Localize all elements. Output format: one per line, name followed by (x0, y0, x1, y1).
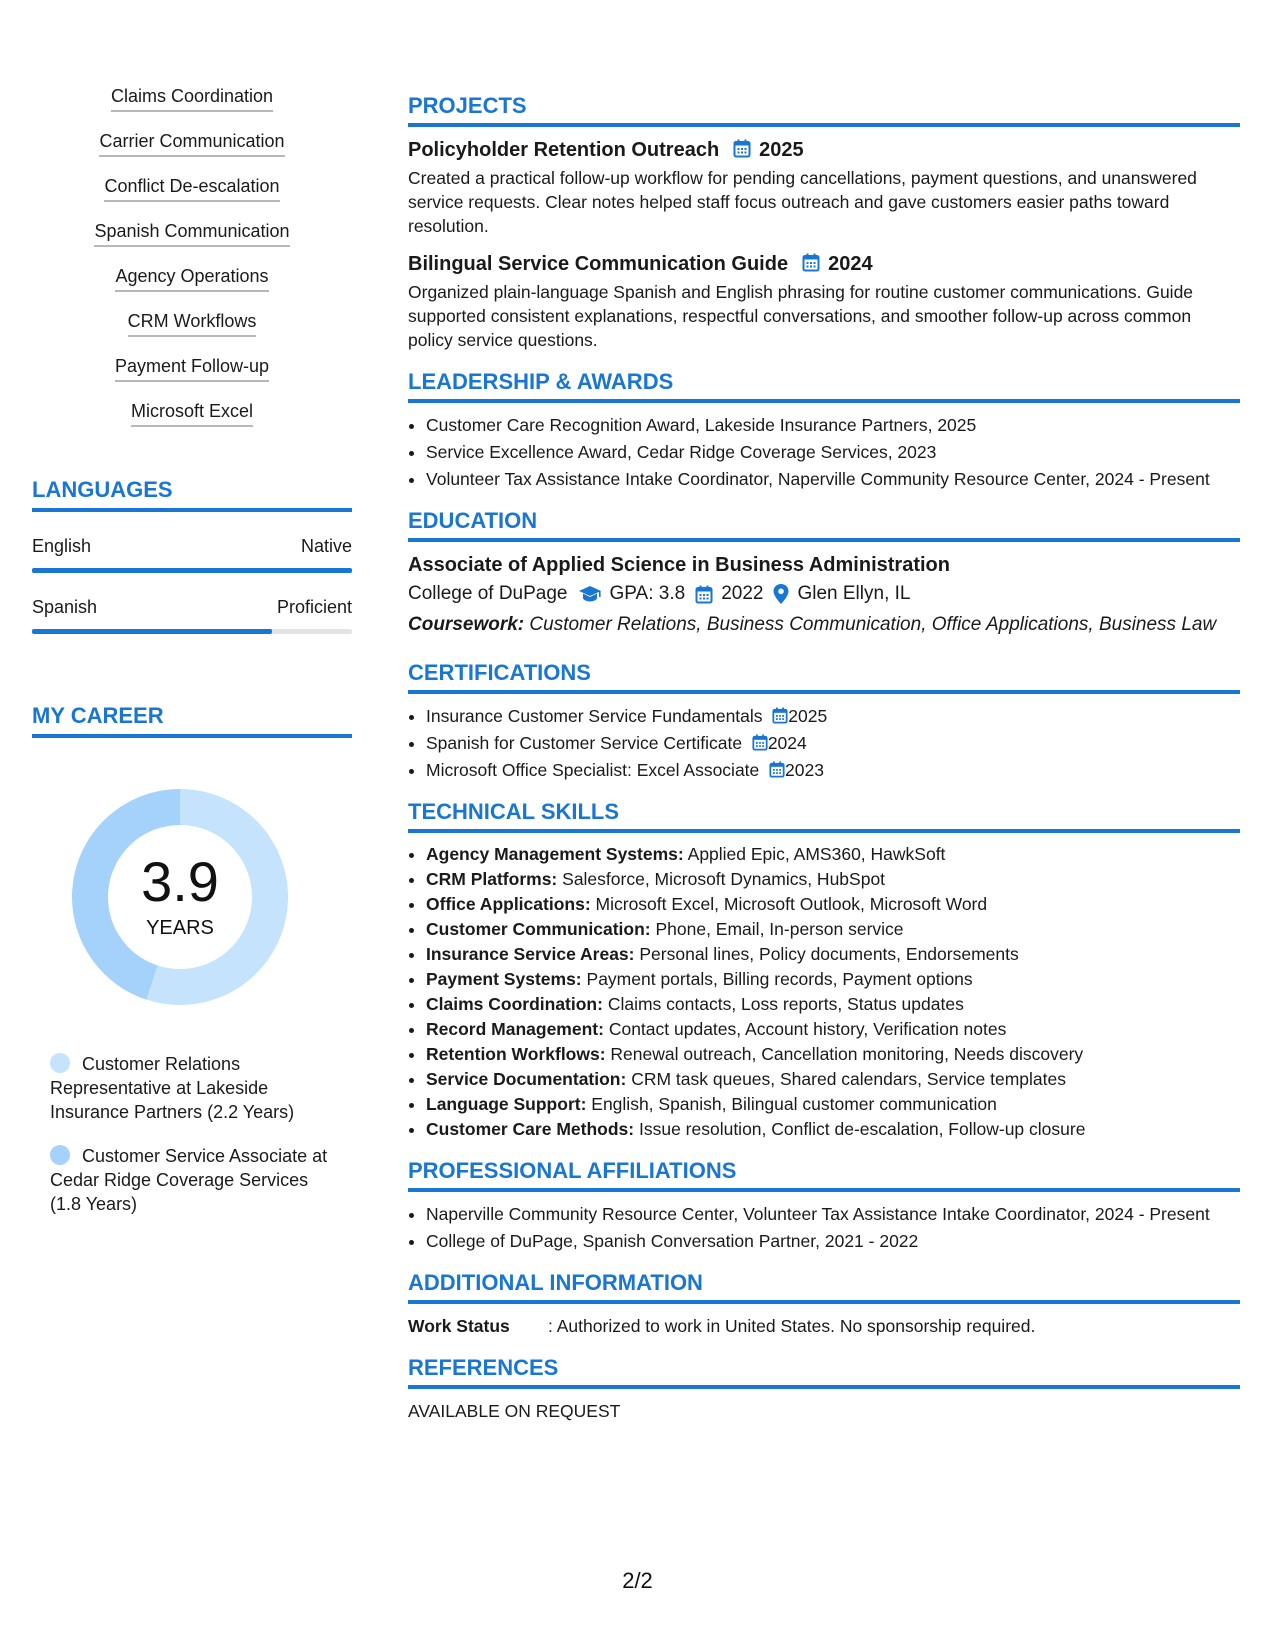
language-item (32, 534, 352, 573)
project-description: Organized plain-language Spanish and English phrasing for routine customer communications. Guide supported consistent explanations, respectful conversations, and smoother follow-up across common policy service questions. (408, 282, 1194, 350)
degree-title: Associate of Applied Science in Business Administration (408, 554, 950, 576)
certification-item (426, 731, 1240, 755)
work-status-value: : Authorized to work in United States. No sponsorship required. (548, 1316, 1036, 1336)
calendar-icon (772, 706, 788, 726)
list-item: • College of DuPage, Spanish Conversation Partner, 2021 - 2022 (426, 1229, 1240, 1253)
list-item (426, 1018, 1240, 1041)
skill-tag: Claims Coordination (111, 84, 273, 112)
education-section (408, 507, 1240, 637)
skill-values: Salesforce, Microsoft Dynamics, HubSpot (562, 869, 886, 889)
project-item (408, 137, 1240, 238)
calendar-icon (695, 585, 713, 604)
career-total-unit: YEARS (146, 917, 214, 939)
references-section (408, 1354, 1240, 1423)
certifications-heading: CERTIFICATIONS (408, 659, 1240, 694)
list-item (426, 1093, 1240, 1116)
leadership-heading: LEADERSHIP & AWARDS (408, 368, 1240, 403)
page-number: 2/2 (622, 1568, 653, 1593)
affiliations-section (408, 1157, 1240, 1253)
list-item: • Customer Care Recognition Award, Lakeside Insurance Partners, 2025 (426, 413, 1240, 437)
affiliations-list (408, 1202, 1240, 1253)
skill-values: Claims contacts, Loss reports, Status updates (607, 994, 964, 1014)
skill-tag: Microsoft Excel (131, 399, 253, 427)
skill-category: Office Applications: (426, 894, 591, 914)
additional-info-section (408, 1269, 1240, 1338)
calendar-icon (752, 733, 768, 753)
calendar-icon (733, 137, 751, 163)
skill-values: English, Spanish, Bilingual customer communication (591, 1094, 997, 1114)
education-heading: EDUCATION (408, 507, 1240, 542)
school-location: Glen Ellyn, IL (797, 583, 911, 604)
language-bar (32, 568, 352, 573)
skill-category: Claims Coordination: (426, 994, 603, 1014)
work-status-row (408, 1314, 1240, 1338)
certification-name: Spanish for Customer Service Certificate (426, 733, 743, 753)
skill-values: Microsoft Excel, Microsoft Outlook, Microsoft Word (595, 894, 988, 914)
affiliations-heading: PROFESSIONAL AFFILIATIONS (408, 1157, 1240, 1192)
skill-values: Applied Epic, AMS360, HawkSoft (687, 844, 946, 864)
skill-values: Contact updates, Account history, Verification notes (608, 1019, 1007, 1039)
career-donut (65, 782, 295, 1012)
skill-category: Customer Communication: (426, 919, 651, 939)
language-bar-fill (32, 568, 352, 573)
certification-item (426, 704, 1240, 728)
list-item (426, 918, 1240, 941)
language-level: Native (300, 536, 352, 556)
project-title: Bilingual Service Communication Guide (408, 253, 789, 275)
leadership-list (408, 413, 1240, 491)
gpa: GPA: 3.8 (609, 583, 686, 604)
career-section (32, 702, 352, 1216)
legend-label: Customer Service Associate at Cedar Ridge Coverage Services (1.8 Years) (50, 1146, 328, 1214)
project-year: 2025 (759, 139, 804, 161)
legend-dot-icon (50, 1145, 70, 1165)
list-item: • Service Excellence Award, Cedar Ridge Coverage Services, 2023 (426, 440, 1240, 464)
list-item (426, 843, 1240, 866)
skill-values: Personal lines, Policy documents, Endorsements (639, 944, 1019, 964)
projects-heading: PROJECTS (408, 92, 1240, 127)
skill-category: Customer Care Methods: (426, 1119, 635, 1139)
left-column (32, 84, 352, 1236)
list-item (426, 943, 1240, 966)
legend-label: Customer Relations Representative at Lakeside Insurance Partners (2.2 Years) (50, 1054, 295, 1122)
skill-category: Retention Workflows: (426, 1044, 606, 1064)
language-bar-fill (32, 629, 272, 634)
certification-item (426, 758, 1240, 782)
career-total-years: 3.9 (141, 850, 219, 913)
list-item (426, 968, 1240, 991)
certification-name: Microsoft Office Specialist: Excel Associate (426, 760, 760, 780)
skill-values: Issue resolution, Conflict de-escalation, Follow-up closure (638, 1119, 1086, 1139)
career-legend (50, 1052, 330, 1216)
graduation-cap-icon (578, 585, 602, 603)
certification-year: 2023 (785, 760, 824, 780)
list-item (426, 1043, 1240, 1066)
languages-heading: LANGUAGES (32, 476, 352, 512)
certifications-section (408, 659, 1240, 782)
skill-tag: Spanish Communication (94, 219, 289, 247)
technical-skills-list (408, 843, 1240, 1141)
skill-category: Language Support: (426, 1094, 587, 1114)
skill-tag: CRM Workflows (128, 309, 257, 337)
project-description: Created a practical follow-up workflow for pending cancellations, payment questions, and unanswered service requests. Clear notes helped staff focus outreach and gave customers easier paths toward resolution. (408, 168, 1197, 236)
skill-tag: Carrier Communication (99, 129, 284, 157)
skill-values: Phone, Email, In-person service (655, 919, 904, 939)
certifications-list (408, 704, 1240, 782)
skill-tag: Conflict De-escalation (104, 174, 279, 202)
coursework-list: Customer Relations, Business Communication, Office Applications, Business Law (529, 614, 1217, 635)
skill-category: Payment Systems: (426, 969, 582, 989)
list-item (426, 893, 1240, 916)
list-item (426, 1068, 1240, 1091)
technical-skills-section (408, 798, 1240, 1141)
project-title: Policyholder Retention Outreach (408, 139, 720, 161)
list-item: • Volunteer Tax Assistance Intake Coordinator, Naperville Community Resource Center, 2024 - Present (426, 467, 1240, 491)
list-item (426, 868, 1240, 891)
language-name: Spanish (32, 597, 98, 617)
project-year: 2024 (828, 253, 873, 275)
languages-section (32, 476, 352, 634)
language-name: English (32, 536, 92, 556)
legend-item (50, 1052, 330, 1124)
skill-values: CRM task queues, Shared calendars, Service templates (631, 1069, 1066, 1089)
list-item: • Naperville Community Resource Center, Volunteer Tax Assistance Intake Coordinator, 2024 - Present (426, 1202, 1240, 1226)
skill-tag: Agency Operations (115, 264, 268, 292)
skill-category: Service Documentation: (426, 1069, 627, 1089)
skill-values: Renewal outreach, Cancellation monitoring, Needs discovery (610, 1044, 1084, 1064)
certification-year: 2024 (767, 733, 807, 753)
school-name: College of DuPage (408, 583, 568, 604)
location-pin-icon (773, 584, 789, 604)
skill-category: Agency Management Systems: (426, 844, 684, 864)
calendar-icon (802, 251, 820, 277)
skill-category: Record Management: (426, 1019, 604, 1039)
projects-section (408, 92, 1240, 352)
references-text: AVAILABLE ON REQUEST (408, 1401, 621, 1421)
legend-item (50, 1144, 330, 1216)
education-meta (408, 581, 1240, 607)
graduation-year: 2022 (721, 583, 764, 604)
leadership-section (408, 368, 1240, 491)
skill-tags (32, 84, 352, 444)
certification-name: Insurance Customer Service Fundamentals (426, 706, 763, 726)
language-bar (32, 629, 352, 634)
right-column (408, 92, 1240, 1439)
skill-values: Payment portals, Billing records, Payment options (586, 969, 973, 989)
certification-year: 2025 (788, 706, 828, 726)
list-item (426, 1118, 1240, 1141)
technical-skills-heading: TECHNICAL SKILLS (408, 798, 1240, 833)
project-item (408, 251, 1240, 352)
skill-tag: Payment Follow-up (115, 354, 269, 382)
calendar-icon (769, 760, 785, 780)
coursework-label: Coursework: (408, 614, 525, 635)
skill-category: Insurance Service Areas: (426, 944, 635, 964)
language-level: Proficient (276, 597, 352, 617)
language-item (32, 595, 352, 634)
additional-info-heading: ADDITIONAL INFORMATION (408, 1269, 1240, 1304)
references-heading: REFERENCES (408, 1354, 1240, 1389)
list-item (426, 993, 1240, 1016)
skill-category: CRM Platforms: (426, 869, 558, 889)
coursework (408, 613, 1240, 637)
career-heading: MY CAREER (32, 702, 352, 738)
legend-dot-icon (50, 1053, 70, 1073)
work-status-label: Work Status (408, 1316, 510, 1336)
